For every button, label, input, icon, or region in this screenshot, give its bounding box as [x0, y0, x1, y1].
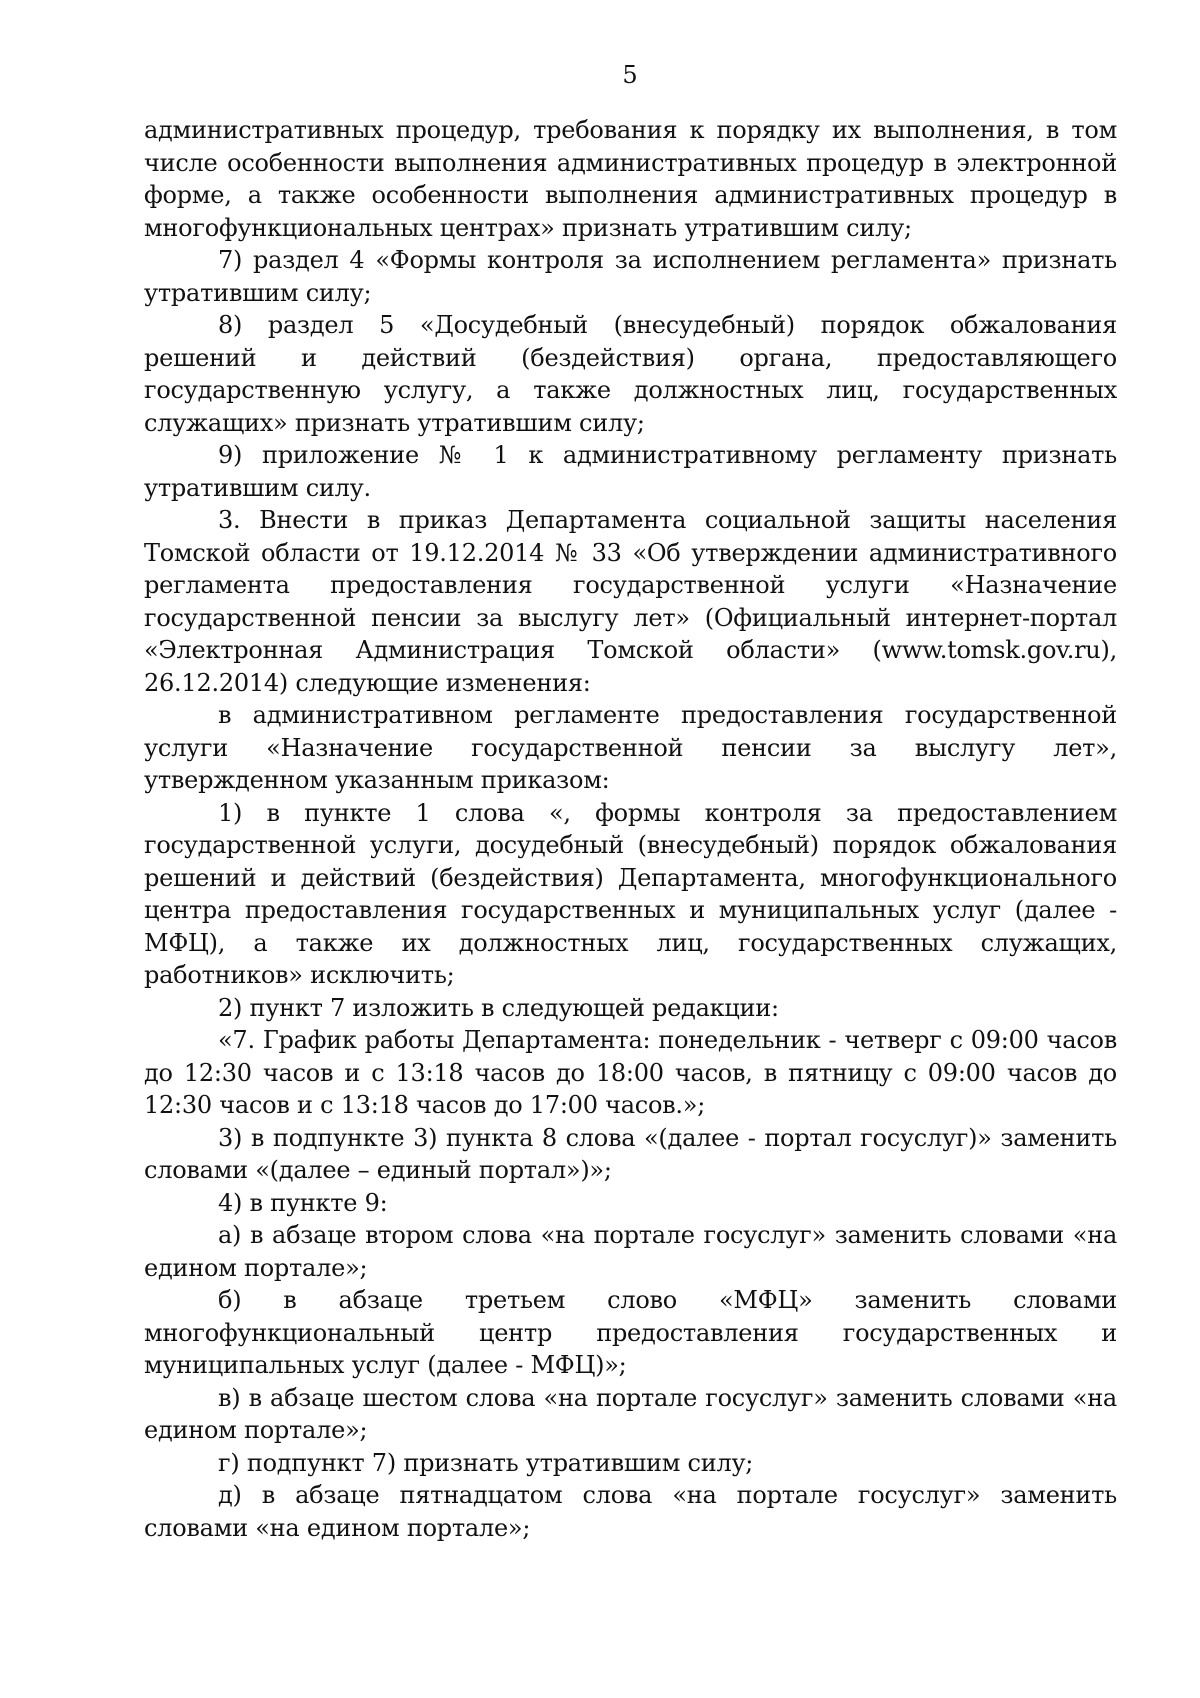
paragraph: 2) пункт 7 изложить в следующей редакции:: [218, 993, 779, 1022]
page-number: 5: [622, 61, 638, 89]
paragraph: в административном регламенте предоставления государственной услуги «Назначение государственной пенсии за выслугу лет», утвержденном указанным приказом:: [144, 701, 1117, 794]
paragraph: административных процедур, требования к порядку их выполнения, в том числе особенности выполнения административных процедур в электронной форме, а также особенности выполнения административных процедур в многофункциональных центрах» признать утратившим силу;: [144, 116, 1117, 242]
paragraph: 4) в пункте 9:: [218, 1188, 388, 1217]
paragraph: 1) в пункте 1 слова «, формы контроля за предоставлением государственной услуги, досудебный (внесудебный) порядок обжалования решений и действий (бездействия) Департамента, многофункционального центра предоставления государственных и муниципальных услуг (далее - МФЦ), а также их должностных лиц, государственных служащих, работников» исключить;: [144, 798, 1117, 989]
paragraph: 3) в подпункте 3) пункта 8 слова «(далее - портал госуслуг)» заменить словами «(далее – единый портал»)»;: [144, 1123, 1117, 1184]
paragraph: «7. График работы Департамента: понедельник - четверг с 09:00 часов до 12:30 часов и с 13:18 часов до 18:00 часов, в пятницу с 09:00 часов до 12:30 часов и с 13:18 часов до 17:00 часов.»;: [144, 1026, 1117, 1119]
paragraph: д) в абзаце пятнадцатом слова «на портале госуслуг» заменить словами «на едином портале»;: [144, 1481, 1117, 1542]
paragraph: г) подпункт 7) признать утратившим силу;: [218, 1448, 754, 1477]
paragraph: а) в абзаце втором слова «на портале госуслуг» заменить словами «на едином портале»;: [144, 1221, 1117, 1282]
paragraph: б) в абзаце третьем слово «МФЦ» заменить словами многофункциональный центр предоставления государственных и муниципальных услуг (далее - МФЦ)»;: [144, 1286, 1117, 1379]
paragraph: 7) раздел 4 «Формы контроля за исполнением регламента» признать утратившим силу;: [144, 246, 1117, 307]
paragraph: в) в абзаце шестом слова «на портале госуслуг» заменить словами «на едином портале»;: [144, 1383, 1117, 1444]
paragraph: 3. Внести в приказ Департамента социальной защиты населения Томской области от 19.12.2014 № 33 «Об утверждении административного регламента предоставления государственной услуги «Назначение государственной пенсии за выслугу лет» (Официальный интернет-портал «Электронная Администрация Томской области» (www.tomsk.gov.ru), 26.12.2014) следующие изменения:: [144, 506, 1117, 697]
document-body: [144, 114, 1117, 1544]
paragraph: 8) раздел 5 «Досудебный (внесудебный) порядок обжалования решений и действий (бездействия) органа, предоставляющего государственную услугу, а также должностных лиц, государственных служащих» признать утратившим силу;: [144, 311, 1117, 437]
paragraph: 9) приложение № 1 к административному регламенту признать утратившим силу.: [144, 441, 1117, 502]
